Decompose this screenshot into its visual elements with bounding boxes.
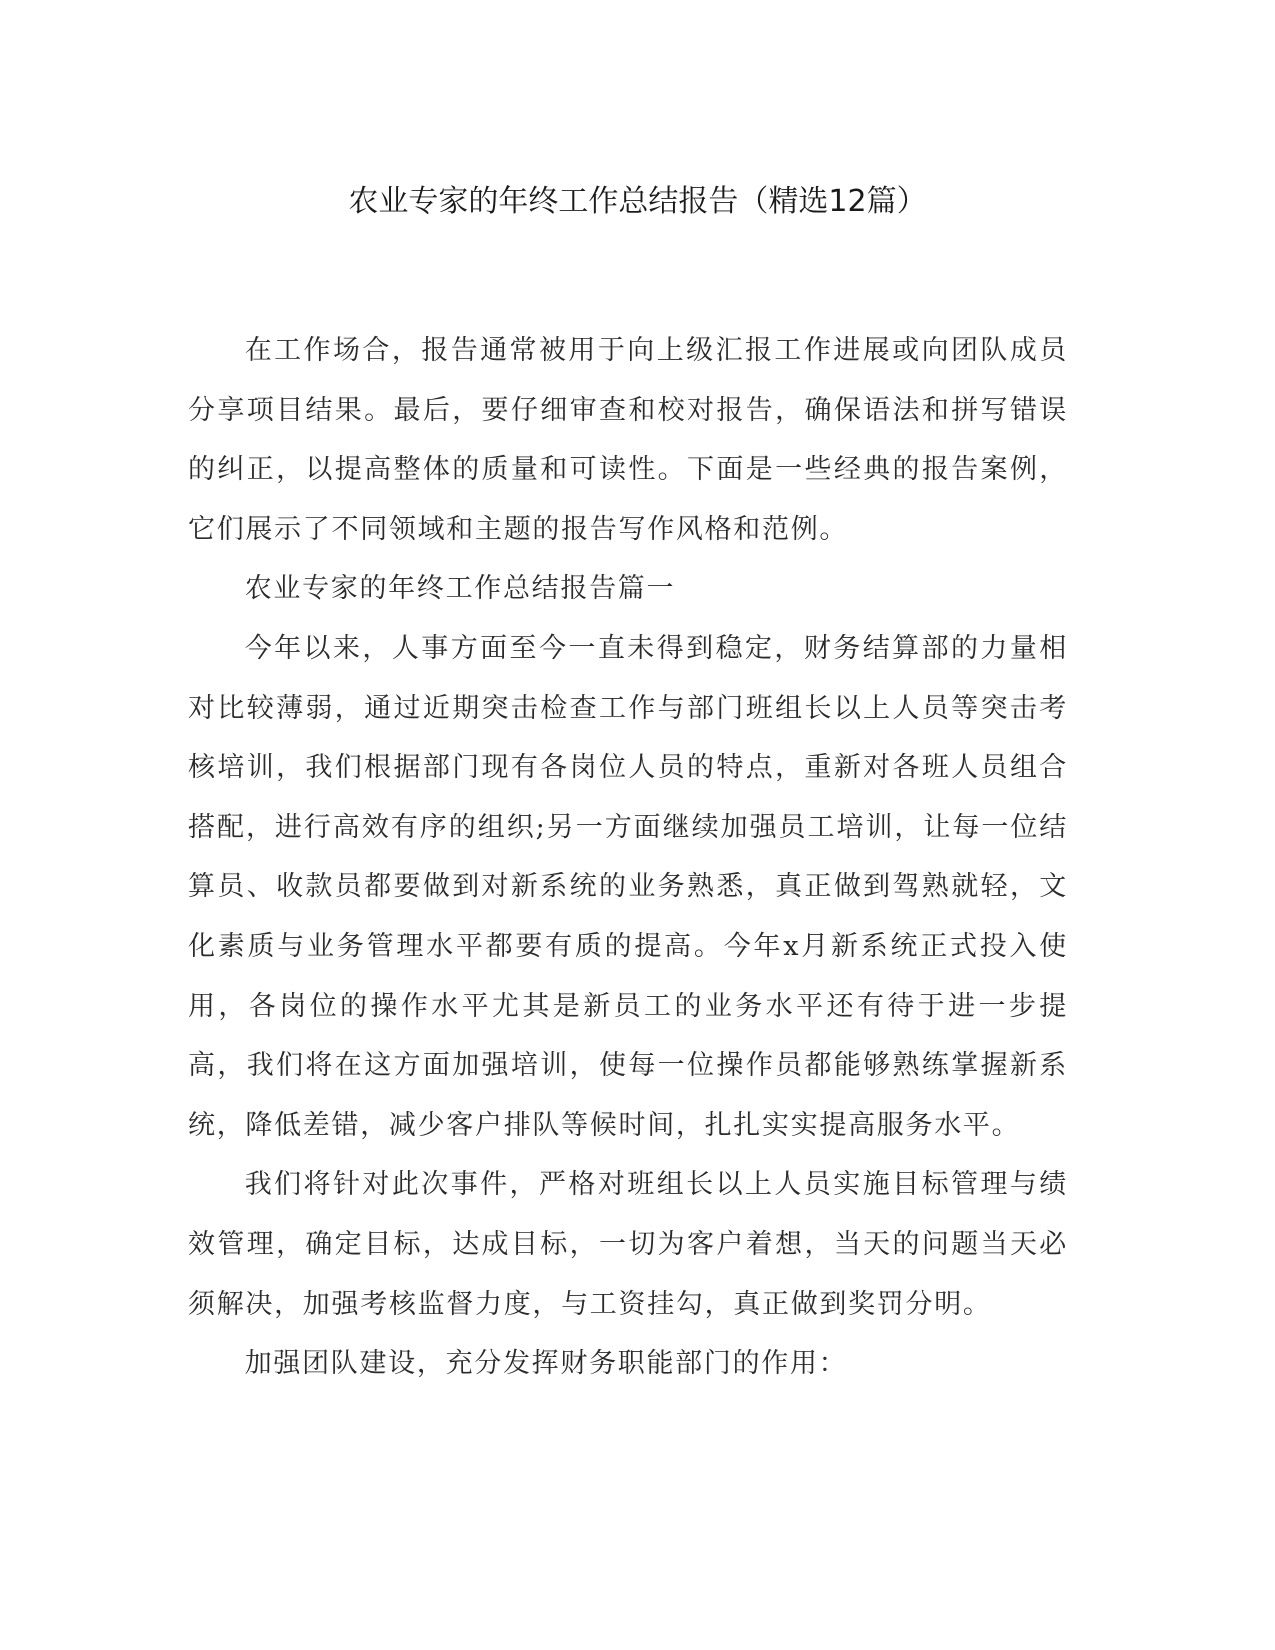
section-heading: 农业专家的年终工作总结报告篇一 [244, 573, 676, 605]
paragraph-personnel: 今年以来，人事方面至今一直未得到稳定，财务结算部的力量相对比较薄弱，通过近期突击检查工作与部门班组长以上人员等突击考核培训，我们根据部门现有各岗位人员的特点，重新对各班人员组合搭配，进行高效有序的组织;另一方面继续加强员工培训，让每一位结算员、收款员都要做到对新系统的业务熟悉，真正做到驾熟就轻，文化素质与业务管理水平都要有质的提高。今年x月新系统正式投入使用，各岗位的操作水平尤其是新员工的业务水平还有待于进一步提高，我们将在这方面加强培训，使每一位操作员都能够熟练掌握新系统，降低差错，减少客户排队等候时间，扎扎实实提高服务水平。 [188, 632, 1068, 1141]
document-title: 农业专家的年终工作总结报告（精选12篇） [348, 184, 927, 219]
paragraph-intro: 在工作场合，报告通常被用于向上级汇报工作进展或向团队成员分享项目结果。最后，要仔细审查和校对报告，确保语法和拼写错误的纠正，以提高整体的质量和可读性。下面是一些经典的报告案例，它们展示了不同领域和主题的报告写作风格和范例。 [188, 335, 1068, 545]
paragraph-team: 加强团队建设，充分发挥财务职能部门的作用： [244, 1348, 848, 1380]
document-body [188, 321, 1068, 1394]
paragraph-management: 我们将针对此次事件，严格对班组长以上人员实施目标管理与绩效管理，确定目标，达成目标，一切为客户着想，当天的问题当天必须解决，加强考核监督力度，与工资挂勾，真正做到奖罚分明。 [188, 1169, 1068, 1320]
